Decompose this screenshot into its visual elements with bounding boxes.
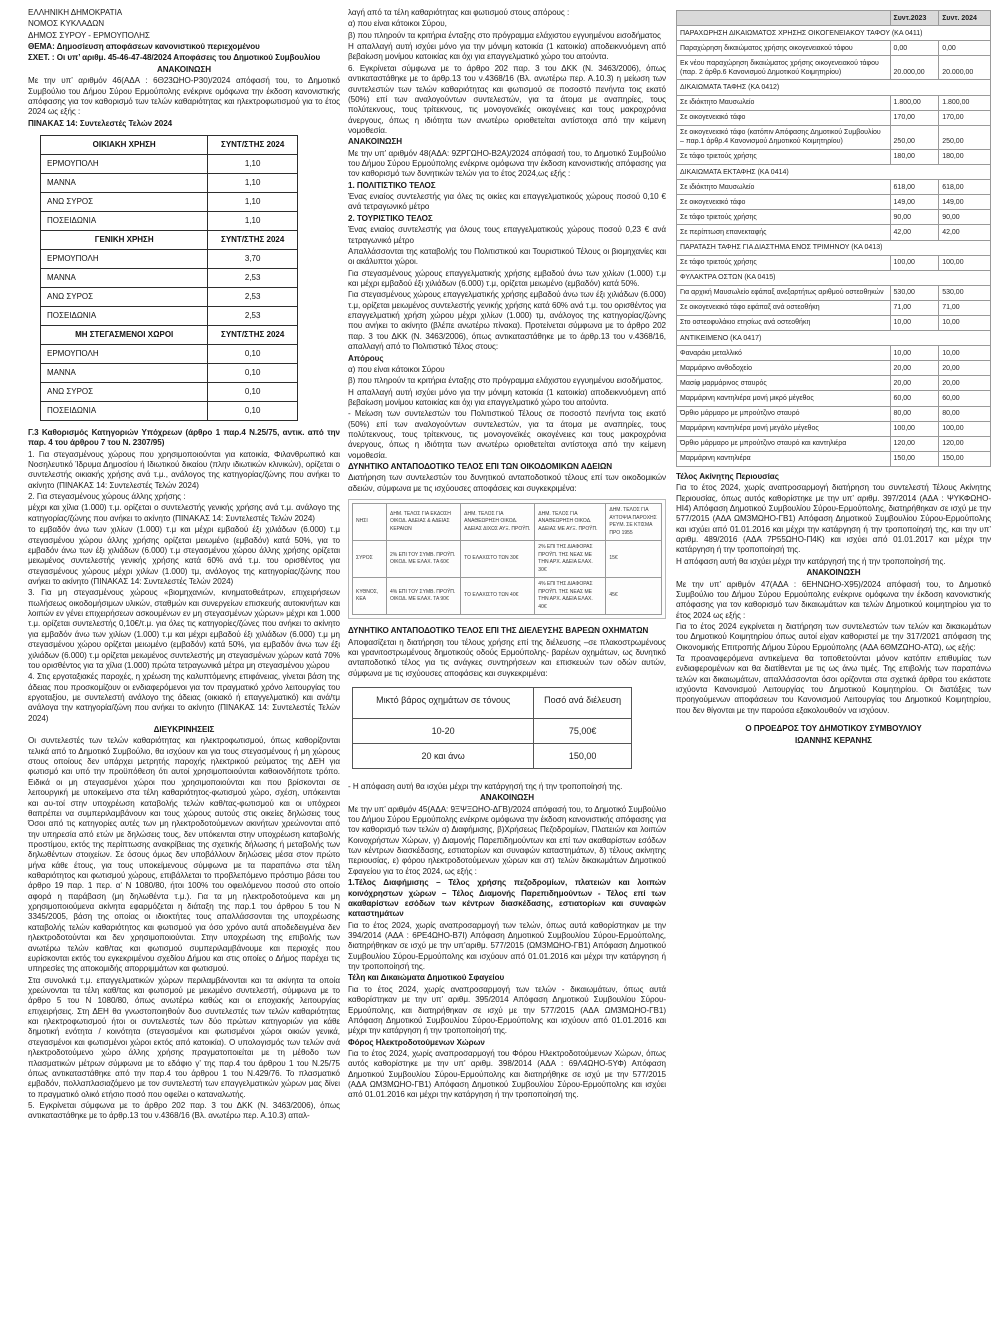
paragraph: 1.Τέλος Διαφήμισης – Τέλος χρήσης πεζοδρομίων, πλατειών και λοιπών κοινόχρηστων χώρων – Τέλος Διαμονής Παρεπιδημούντων - Τέλος επί των ακαθαρίστων εσόδων των κέντρων διασκέδασης, εστιατορίων και συναφών καταστημάτων — [348, 878, 666, 919]
table-cell: Σε οικογενειακό τάφο (κατόπιν Απόφασης Δημοτικού Συμβουλίου – παρ.1 άρθρ.4 Κανονισμού Δημοτικού Κοιμητηρίου) — [677, 125, 891, 149]
table-cell: 0,10 — [208, 401, 298, 420]
table-cell: 0,00 — [939, 41, 991, 56]
table-section-row — [677, 26, 991, 41]
table-cell: 20.000,00 — [939, 56, 991, 80]
table-cell: Μαρμάρινη καντηλιέρα μονή μεγάλο μέγεθος — [677, 421, 891, 436]
left-column — [28, 8, 340, 1123]
table-row — [353, 718, 632, 743]
table-cell: 170,00 — [890, 110, 939, 125]
paragraph: Η απόφαση αυτή θα ισχύει μέχρι την κατάργησή της ή την τροποποίησή της. — [676, 556, 946, 566]
paragraph: 3. Για μη στεγασμένους χώρους «βιομηχανιών, κινηματοθεάτρων, επιχειρήσεων πωλήσεως οικοδομήσιμων υλικών, σταθμών και συνεργείων επισκευής αυτοκινήτων και λοιπών εν γένει επιχειρήσεων ασκουμένων εν μη στεγασμένων χώρων» μέχρι και 1.000 τ.μ. ορίζεται συντελεστής 0,10€/τ.μ. για όλες τις κατηγορίες/ζώνες που ανήκει το ακίνητο για εμβαδόν άνω των χιλίων (1.000) τ.μ και μέχρι εμβαδού έξι χιλιάδων (6.000) τ.μ μη στεγασμένου χώρου ορίζεται μειωμένο (εμβαδόν) κατά 50%, για εμβαδόν άνω των έξι χιλιάδων (6.000) τ.μ ορίζεται μειωμένος συντελεστής μη στεγασμένων χώρων κατά 70% του ορισθέντος για τα χίλια (1.000) πρώτα τετραγωνικά μέτρα μη στεγασμένου χώρου — [28, 588, 340, 670]
table-cell: ΣΥΝΤ/ΣΤΗΣ 2024 — [208, 230, 298, 249]
table-cell: 1,10 — [208, 173, 298, 192]
table-cell: ΠΟΣΕΙΔΩΝΙΑ — [41, 401, 208, 420]
table-section-row — [677, 331, 991, 346]
paragraph: Η απαλλαγή αυτή ισχύει μόνο για την μόνιμη κατοικία (1 κατοικία) αποδεικνυόμενη από βεβαίωση μονίμου κατοικίας και όχι για επαγγελματικό χώρο του αιτούντα. — [348, 387, 666, 407]
table-cell: Μικτό βάρος οχημάτων σε τόνους — [353, 687, 534, 718]
table-cell: 3,70 — [208, 249, 298, 268]
table-cell: ΤΟ ΕΛΑΧΙΣΤΟ ΤΩΝ 30€ — [461, 541, 535, 578]
table-cell: 150,00 — [939, 451, 991, 466]
table-cell: 0,10 — [208, 382, 298, 401]
building-permit-table-frame — [348, 499, 666, 619]
paragraph: Με την υπ’ αριθμόν 48(ΑΔΑ: 9ΖΡΓΩΗΟ-Β2Α)/2024 απόφασή του, το Δημοτικό Συμβούλιο του Δήμου Σύρου Ερμούπολης ενέκρινε ομόφωνα την έκδοση κανονιστικής απόφασης για τον καθορισμό των δυνητικών τελών για το έτος 2024,ως εξής : — [348, 148, 666, 179]
paragraph: ΔΥΝΗΤΙΚΟ ΑΝΤΑΠΟΔΟΤΙΚΟ ΤΕΛΟΣ ΕΠΙ ΤΗΣ ΔΙΕΛΕΥΣΗΣ ΒΑΡΕΩΝ ΟΧΗΜΑΤΩΝ — [348, 626, 649, 636]
table-cell: Σε τάφο τριετούς χρήσης — [677, 210, 891, 225]
table-row — [677, 95, 991, 110]
table-row — [41, 401, 298, 420]
left-header-blocks — [28, 8, 340, 129]
cemetery-fees-table — [676, 10, 991, 467]
table-cell: 150,00 — [890, 451, 939, 466]
table-cell: 2,53 — [208, 306, 298, 325]
section-cell: ΔΙΚΑΙΩΜΑΤΑ ΕΚΤΑΦΗΣ (ΚΑ 0414) — [677, 165, 991, 180]
table-cell: 80,00 — [939, 406, 991, 421]
table-cell: Σε οικογενειακό τάφο — [677, 195, 891, 210]
table-row — [41, 211, 298, 230]
table-row — [677, 110, 991, 125]
paragraph: α) που είναι κάτοικοι Σύρου — [348, 364, 445, 374]
table-cell: 10,00 — [939, 315, 991, 330]
table-cell: 20,00 — [939, 361, 991, 376]
paragraph: β) που πληρούν τα κριτήρια ένταξης στο πρόγραμμα ελάχιστου εγγυημένου εισοδήματος. — [348, 376, 664, 386]
table-cell: ΔΗΜ. ΤΕΛΟΣ ΓΙΑ ΕΚΔΟΣΗ ΟΙΚΟΔ. ΑΔΕΙΑΣ & ΑΔΕΙΑΣ ΚΕΡΑΙΩΝ — [386, 504, 460, 541]
table-row — [677, 346, 991, 361]
paragraph: Τέλος Ακίνητης Περιουσίας — [676, 471, 779, 481]
table-cell: ΔΗΜ. ΤΕΛΟΣ ΓΙΑ ΑΝΑΘΕΩΡΗΣΗ ΟΙΚΟΔ. ΑΔΕΙΑΣ ΔΙΧΩΣ ΑΥΞ. ΠΡΟΫΠ. — [461, 504, 535, 541]
paragraph: ΑΝΑΚΟΙΝΩΣΗ — [156, 64, 212, 74]
table-cell: ΤΟ ΕΛΑΧΙΣΤΟ ΤΩΝ 40€ — [461, 578, 535, 615]
table-cell: 2,53 — [208, 287, 298, 306]
table-cell: 1,10 — [208, 211, 298, 230]
table-cell: 100,00 — [939, 255, 991, 270]
middle-blocks-3 — [348, 782, 666, 1101]
paragraph: 1. ΠΟΛΙΤΙΣΤΙΚΟ ΤΕΛΟΣ — [348, 180, 436, 190]
middle-blocks-1 — [348, 8, 666, 494]
paragraph: Στα συνολικά τ.μ. επαγγελματικών χώρων περιλαμβάνονται και τα ακίνητα τα οποία χρεώνονται τα τέλη καθ/τας και φωτισμού με μειωμένο συντελεστή, σύμφωνα με το άρθρο 5 του Ν 1080/80, όπως ανωτέρω καθώς και οι εποχιακής λειτουργίας επιχειρήσεις. Στη ΔΕΗ θα γνωστοποιηθούν δυο συντελεστές των τελών καθαριότητας και ηλεκτροφωτισμού ήτοι οι συντελεστές των δύο πρώτων κατηγοριών για κάθε δημοτική ενότητα / κοινότητα (στεγασμένοι και φωτισμένοι χώροι οικιών γενικά, στεγασμένοι και φωτισμένοι χώροι εκτός από κατοικία). Ο υπολογισμός των τελών ανά ηλεκτροδοτούμενο χώρο άλλης χρήσης πραγματοποιείται με τη μέθοδο των πλασματικών μέτρων σύμφωνα με το εδάφιο γ’ της παρ.4 του άρθρου 1 του Ν.25/75 όπως αντικαταστάθηκε από την παρ.4 του άρθρου 1 του Ν.429/76. Το πλασματικό εμβαδόν, πολλαπλασιαζόμενο με τον συντελεστή των επαγγελματικών χώρων μας δίνει το πραγματικό ολικό ετήσιο ποσό που οφείλει ο καταναλωτής. — [28, 975, 340, 1099]
table-cell: Για αρχική Μαυσωλείο εφάπαξ ανεξαρτήτως αριθμού οστεοθηκών — [677, 285, 891, 300]
table-cell: 2% ΕΠΙ ΤΗΣ ΔΙΑΦΟΡΑΣ ΠΡΟΫΠ. ΤΗΣ ΝΕΑΣ ΜΕ ΤΗΝ ΑΡΧ. ΑΔΕΙΑ ΕΛΑΧ. 30€ — [535, 541, 606, 578]
table-cell: ΕΡΜΟΥΠΟΛΗ — [41, 249, 208, 268]
right-column — [676, 8, 991, 747]
table-cell: 80,00 — [890, 406, 939, 421]
table-cell: Σε περίπτωση επανεκταφής — [677, 225, 891, 240]
table-row — [677, 436, 991, 451]
paragraph: ΑΝΑΚΟΙΝΩΣΗ — [806, 568, 861, 578]
table-cell: ΑΝΩ ΣΥΡΟΣ — [41, 192, 208, 211]
paragraph: 2. ΤΟΥΡΙΣΤΙΚΟ ΤΕΛΟΣ — [348, 213, 433, 223]
table-cell: 0,10 — [208, 363, 298, 382]
section-cell: ΠΑΡΑΧΩΡΗΣΗ ΔΙΚΑΙΩΜΑΤΟΣ ΧΡΗΣΗΣ ΟΙΚΟΓΕΝΕΙΑΚΟΥ ΤΑΦΟΥ (ΚΑ 0411) — [677, 26, 991, 41]
table-cell: 618,00 — [890, 180, 939, 195]
table-row — [41, 154, 298, 173]
table-cell: 250,00 — [890, 125, 939, 149]
table-section-row — [677, 270, 991, 285]
paragraph: Για το έτος 2024, χωρίς αναπροσαρμογή του Φόρου Ηλεκτροδοτούμενων Χώρων, όπως αυτός καθορίστηκε με την υπ’ αριθμ. 398/2014 (ΑΔΑ : 69Λ4ΩΗΟ-5ΥΦ) Απόφαση Δημοτικού Συμβουλίου Σύρου-Ερμούπολης και διατηρήθηκε σε ισχύ με την 577/2015 (ΑΔΑ ΩΜ3ΜΩΗΟ-ΓΒ1) Απόφαση Δημοτικού Συμβουλίου Σύρου-Ερμούπολης και ισχύει από 01.01.2016 και μέχρι την κατάργηση ή την τροποποίησή της. — [348, 1048, 666, 1100]
table-row — [677, 300, 991, 315]
paragraph: Τα προαναφερόμενα αντικείμενα θα τοποθετούνται μόνον κατόπιν επιθυμίας των ενδιαφερομένων και θα διατίθενται με τις ως άνω τιμές. Της επιβολής των παραπάνω τελών και δικαιωμάτων, απαλλάσσονται όσοι ορίζονται στα σχετικά άρθρα του εκάστοτε ισχύοντα Κανονισμού Λειτουργίας του Δημοτικού Κοιμητηρίου. Οι διατάξεις των προηγούμενων αποφάσεων του Κανονισμού Λειτουργίας του Δημοτικού Κοιμητηρίου, που δεν θίγονται με την παρούσα εξακολουθούν να ισχύουν. — [676, 654, 991, 715]
table-row — [677, 11, 991, 26]
table-row — [677, 315, 991, 330]
table-row — [677, 125, 991, 149]
table-cell: ΚΥΘΝΟΣ, ΚΕΑ — [353, 578, 387, 615]
table-row — [677, 255, 991, 270]
paragraph: ΔΥΝΗΤΙΚΟ ΑΝΤΑΠΟΔΟΤΙΚΟ ΤΕΛΟΣ ΕΠΙ ΤΩΝ ΟΙΚΟΔΟΜΙΚΩΝ ΑΔΕΙΩΝ — [348, 462, 613, 472]
table-row — [677, 180, 991, 195]
building-permit-fees-table — [352, 503, 662, 615]
table-row — [41, 192, 298, 211]
table-cell: ΜΑΝΝΑ — [41, 363, 208, 382]
table-row — [41, 344, 298, 363]
table-cell: 71,00 — [939, 300, 991, 315]
table-row — [677, 376, 991, 391]
table-cell: ΣΥΝΤ/ΣΤΗΣ 2024 — [208, 135, 298, 154]
table-cell: ΔΗΜ. ΤΕΛΟΣ ΓΙΑ ΑΥΤΟΨΙΑ ΠΑΡΟΧΗΣ ΡΕΥΜ. ΣΕ ΚΤΙΣΜΑ ΠΡΟ 1955 — [606, 504, 662, 541]
table-row — [41, 325, 298, 344]
table-row — [677, 406, 991, 421]
paragraph: β) που πληρούν τα κριτήρια ένταξης στο πρόγραμμα ελάχιστου εγγυημένου εισοδήματος — [348, 30, 661, 40]
paragraph: Διατήρηση των συντελεστών του δυνητικού ανταποδοτικού τέλους επί των οικοδομικών αδειών, σύμφωνα με τις ισχύουσες αποφάσεις και συγκεκριμένα: — [348, 473, 666, 493]
table-cell: 100,00 — [890, 421, 939, 436]
table-cell: 100,00 — [939, 421, 991, 436]
table-row — [353, 578, 662, 615]
paragraph: α) που είναι κάτοικοι Σύρου, — [348, 19, 447, 29]
table-row — [353, 541, 662, 578]
paragraph: 6. Εγκρίνεται σύμφωνα με το άρθρο 202 παρ. 3 του ΔΚΚ (Ν. 3463/2006), όπως αντικαταστάθηκε με το άρθρ.13 του ν.4368/16 (Βλ. ανωτέρω περ. Α.10.3) η μείωση των συντελεστών των τελών καθαριότητας και φωτισμού σε ποσοστό πενήντα τοις εκατό (50%) επί των αναλογούντων συντελεστών, για τα άτομα με αναπηρίες, τους πολύτεκνους, τους τρίτεκνους, τις μονογονεϊκές οικογένειες και τους μακροχρόνια άνεργους, όπως η ιδιότητα των ανωτέρω οριοθετείται αντίστοιχα από την κείμενη νομοθεσία. — [348, 63, 666, 135]
table-row — [41, 135, 298, 154]
paragraph: Με την υπ’ αριθμόν 47(ΑΔΑ : 6ΕΗΝΩΗΟ-Χ95)/2024 απόφασή του, το Δημοτικό Συμβούλιο του Δήμου Σύρου Ερμούπολης ενέκρινε ομόφωνα την έκδοση κανονιστικής απόφασης για τον καθορισμό των δικαιωμάτων και τελών Δημοτικού κοιμητηρίου για το έτος 2024 ως εξής : — [676, 579, 991, 620]
paragraph: Για το έτος 2024, χωρίς αναπροσαρμογή των τελών, όπως αυτά καθορίστηκαν με την 394/2014 (ΑΔΑ : 6ΡΕ4ΩΗΟ-Β7Ι) Απόφαση Δημοτικού Συμβουλίου Σύρου-Ερμούπολης, διατηρήθηκαν σε ισχύ με την υπ’αριθμ. 577/2015 (ΩΜ3ΜΩΗΟ-ΓΒ1) Απόφαση Δημοτικού Συμβουλίου Σύρου-Ερμούπολης και ισχύουν από 01.01.2016 και μέχρι την κατάργηση ή την τροποποίησή της. — [348, 920, 666, 972]
paragraph: Για στεγασμένους χώρους επαγγελματικής χρήσης εμβαδού άνω των έξι χιλιάδων (6.000) τ.μ, ορίζεται μειωμένος συντελεστής γενικής χρήσης κατά 60% ανά τ.μ. του ορισθέντος για επαγγελματική χρήση χώρου μέχρι χιλίων (1.000) τμ, ανάλογος της κατηγορίας/ζώνης που ανήκει το ακίνητο (βλέπε ανωτέρω πίνακα). Προτείνεται σύμφωνα με το άρθρο 202 παρ. 3 του ΔΚΚ (Ν. 3463/2006), όπως αντικαταστάθηκε με το άρθρ.13 του ν.4368/16, απαλλαγή από το Πολιτιστικό Τέλος στους: — [348, 290, 666, 352]
table-cell: ΜΑΝΝΑ — [41, 173, 208, 192]
table-cell: Σε ιδιόκτητο Μαυσωλείο — [677, 95, 891, 110]
table-cell: Συντ. 2024 — [939, 11, 991, 26]
table-row — [353, 687, 632, 718]
paragraph: ΕΛΛΗΝΙΚΗ ΔΗΜΟΚΡΑΤΙΑ — [28, 8, 123, 17]
table-cell: 45€ — [606, 578, 662, 615]
table-cell: 10-20 — [353, 718, 534, 743]
paragraph: Για το έτος 2024, χωρίς αναπροσαρμογή διατήρηση του συντελεστή Τέλους Ακίνητης Περιουσίας, όπως αυτός καθορίστηκε με την υπ’ αριθμ. 397/2014 (ΑΔΑ : ΨΥΚΦΩΗΟ-ΗΙ4) Απόφαση Δημοτικού Συμβουλίου Σύρου-Ερμούπολης, διατηρήθηκαν σε ισχύ με την 577/2015 (ΑΔΑ ΩΜ3ΜΩΗΟ-ΓΒ1) Απόφαση Δημοτικού Συμβουλίου Σύρου-Ερμούπολης και ισχύει από 01.01.2016 και μέχρι την κατάργηση ή την τροποποίησή της, και την υπ’ αριθμ. 489/2016 (ΑΔΑ 7Ρ55ΩΗΟ-Π4Κ) και ισχύει από 01.01.2017 και μέχρι την κατάργηση ή την τροποποίησή της. — [676, 483, 991, 555]
table-cell: ΜΑΝΝΑ — [41, 268, 208, 287]
table-cell: 10,00 — [890, 315, 939, 330]
paragraph: ΔΗΜΟΣ ΣΥΡΟΥ - ΕΡΜΟΥΠΟΛΗΣ — [28, 30, 150, 40]
middle-blocks-2 — [348, 626, 666, 679]
paragraph: 5. Εγκρίνεται σύμφωνα με το άρθρο 202 παρ. 3 του ΔΚΚ (Ν. 3463/2006), όπως αντικαταστάθηκε με το άρθρ.13 του ν.4368/16 (Βλ. ανωτέρω περ. Α.10.3) απαλ- — [28, 1100, 340, 1121]
paragraph: ΔΙΕΥΚΡΙΝΗΣΕΙΣ — [153, 725, 215, 735]
table-cell: Στο οστεοφυλάκιο ετησίως ανά οστεοθήκη — [677, 315, 891, 330]
table-cell: 20,00 — [890, 361, 939, 376]
table-row — [41, 249, 298, 268]
table-section-row — [677, 240, 991, 255]
table-cell: Παραχώρηση δικαιώματος χρήσης οικογενειακού τάφου — [677, 41, 891, 56]
table-cell: Σε τάφο τριετούς χρήσης — [677, 149, 891, 164]
table-cell: ΜΗ ΣΤΕΓΑΣΜΕΝΟΙ ΧΩΡΟΙ — [41, 325, 208, 344]
table-section-row — [677, 80, 991, 95]
section-cell: ΠΑΡΑΤΑΣΗ ΤΑΦΗΣ ΓΙΑ ΔΙΑΣΤΗΜΑ ΕΝΟΣ ΤΡΙΜΗΝΟΥ (ΚΑ 0413) — [677, 240, 991, 255]
table-cell: ΠΟΣΕΙΔΩΝΙΑ — [41, 306, 208, 325]
table-cell: 20.000,00 — [890, 56, 939, 80]
table-row — [677, 285, 991, 300]
table-cell: Μαρμάρινο ανθοδοχείο — [677, 361, 891, 376]
table-cell: 149,00 — [939, 195, 991, 210]
paragraph: ΑΝΑΚΟΙΝΩΣΗ — [479, 793, 535, 803]
table-cell: ΔΗΜ. ΤΕΛΟΣ ΓΙΑ ΑΝΑΘΕΩΡΗΣΗ ΟΙΚΟΔ. ΑΔΕΙΑΣ ΜΕ ΑΥΞ. ΠΡΟΫΠ. — [535, 504, 606, 541]
table-row — [677, 210, 991, 225]
table-cell: 180,00 — [890, 149, 939, 164]
table-row — [677, 195, 991, 210]
paragraph: Για το έτος 2024, χωρίς αναπροσαρμογή των τελών - δικαιωμάτων, όπως αυτά καθορίστηκαν με την υπ’ αριθμ. 395/2014 Απόφαση Δημοτικού Συμβουλίου Σύρου-Ερμούπολης, και διατηρήθηκαν σε ισχύ με την 577/2015 (ΑΔΑ ΩΜ3ΜΩΗΟ-ΓΒ1) Απόφαση Δημοτικού Συμβουλίου Σύρου-Ερμούπολης και ισχύουν από 01.01.2016 και μέχρι την κατάργηση ή την τροποποίησή της. — [348, 984, 666, 1036]
table-row — [677, 225, 991, 240]
table-cell: 90,00 — [890, 210, 939, 225]
paragraph: - Η απόφαση αυτή θα ισχύει μέχρι την κατάργησή της ή την τροποποίησή της. — [348, 781, 623, 791]
table-cell: ΝΗΣΙ — [353, 504, 387, 541]
paragraph: Ένας ενιαίος συντελεστής για όλες τις οικίες και επαγγελματικούς χώρους ποσού 0,10 € ανά τετραγωνικό μέτρο — [348, 192, 666, 212]
middle-column — [348, 8, 666, 1102]
paragraph: Γ.3 Καθορισμός Κατηγοριών Υπόχρεων (άρθρο 1 παρ.4 Ν.25/75, αντικ. από την παρ. 4 του άρθρου 7 του Ν. 2307/95) — [28, 427, 340, 448]
table-cell: 100,00 — [890, 255, 939, 270]
table-cell: Μασίφ μαρμάρινος σταυρός — [677, 376, 891, 391]
table-cell: 4% ΕΠΙ ΤΗΣ ΔΙΑΦΟΡΑΣ ΠΡΟΫΠ. ΤΗΣ ΝΕΑΣ ΜΕ ΤΗΝ ΑΡΧ. ΑΔΕΙΑ ΕΛΑΧ. 40€ — [535, 578, 606, 615]
left-body-blocks — [28, 428, 340, 1122]
table-cell: ΓΕΝΙΚΗ ΧΡΗΣΗ — [41, 230, 208, 249]
table-cell: Ποσό ανά διέλευση — [534, 687, 632, 718]
section-cell: ΔΙΚΑΙΩΜΑΤΑ ΤΑΦΗΣ (ΚΑ 0412) — [677, 80, 991, 95]
table-cell: ΕΡΜΟΥΠΟΛΗ — [41, 154, 208, 173]
table-cell: Σε οικογενειακό τάφο εφάπαξ ανά οστεοθήκη — [677, 300, 891, 315]
table-cell: 0,10 — [208, 344, 298, 363]
paragraph: 4. Στις εργοταξιακές παροχές, η χρέωση της καλυπτόμενης επιφάνειας, γίνεται βάση της άδειας που προσκομίζουν οι ενδιαφερόμενοι για τον πραγματικό χρόνο λειτουργίας του εργοταξίου, με συντελεστή ανάλογο της άδειας (οικιακό ή επαγγελματικό) και ανά/τμ ανάλογα την κατηγορία/ζώνη που ανήκει το ακίνητο (ΠΙΝΑΚΑΣ 14: Συντελεστές Τελών 2024) — [28, 672, 340, 723]
table-cell: 20,00 — [890, 376, 939, 391]
table-cell: Σε ιδιόκτητο Μαυσωλείο — [677, 180, 891, 195]
table-cell: Όρθιο μάρμαρο με μπρούτζινο σταυρό — [677, 406, 891, 421]
table-cell: 42,00 — [890, 225, 939, 240]
table-cell: 120,00 — [939, 436, 991, 451]
table-cell: Συντ.2023 — [890, 11, 939, 26]
table-row — [677, 41, 991, 56]
table-cell: 4% ΕΠΙ ΤΟΥ ΣΥΜΒ. ΠΡΟΫΠ. ΟΙΚΟΔ. ΜΕ ΕΛΑΧ. ΤΑ 90€ — [386, 578, 460, 615]
paragraph: 2. Για στεγασμένους χώρους άλλης χρήσης : — [28, 492, 186, 502]
paragraph: Απόρους — [348, 353, 384, 363]
table-cell: 1,10 — [208, 192, 298, 211]
paragraph: λαγή από τα τέλη καθαριότητας και φωτισμού στους απόρους : — [348, 8, 570, 17]
paragraph: Με την υπ’ αριθμόν 45(ΑΔΑ: 9ΞΨΞΩΗΟ-ΔΓΒ)/2024 απόφασή του, το Δημοτικό Συμβούλιο του Δήμου Σύρου Ερμούπολης ενέκρινε ομόφωνα την έκδοση κανονιστικής απόφασης για τον καθορισμό των τελών α) Διαφήμισης, β)Χρήσεως Πεζοδρομίων, Πλατειών και λοιπών Κοινοχρήστων Χώρων, γ) Διαμονής Παρεπιδημούντων και επί των ακαθαρίστων εσόδων των κέντρων διασκέδασης, εστιατορίων και συναφών καταστημάτων, δ) τέλους ακίνητης περιουσίας, ε) φόρου ηλεκτροδοτούμενων χώρων και στ) τελών δικαιωμάτων Δημοτικού Σφαγείου για το έτος 2024, ως εξής : — [348, 804, 666, 876]
table-cell: ΑΝΩ ΣΥΡΟΣ — [41, 382, 208, 401]
paragraph: ΑΝΑΚΟΙΝΩΣΗ — [348, 137, 403, 147]
table-cell: 618,00 — [939, 180, 991, 195]
table-row — [41, 287, 298, 306]
table-row — [677, 451, 991, 466]
paragraph: Για το έτος 2024 εγκρίνεται η διατήρηση των συντελεστών των τελών και δικαιωμάτων του Δημοτικού Κοιμητηρίου όπως αυτοί είχαν καθοριστεί με την 317/2021 απόφαση της Οικονομικής Επιτροπής Δήμου Σύρου Ερμούπολης (ΑΔΑ 6ΘΜΖΩΗΟ-ΑΤΩ), ως εξής: — [676, 621, 991, 652]
paragraph: ΠΙΝΑΚΑΣ 14: Συντελεστές Τελών 2024 — [28, 118, 173, 128]
table-cell: Σε οικογενειακό τάφο — [677, 110, 891, 125]
table-cell: 250,00 — [939, 125, 991, 149]
table-row — [41, 306, 298, 325]
table-cell: 71,00 — [890, 300, 939, 315]
paragraph: ΘΕΜΑ: Δημοσίευση αποφάσεων κανονιστικού περιεχομένου — [28, 42, 260, 52]
table-cell: 530,00 — [939, 285, 991, 300]
table-section-row — [677, 165, 991, 180]
table-cell: 1,10 — [208, 154, 298, 173]
table-cell: ΠΟΣΕΙΔΩΝΙΑ — [41, 211, 208, 230]
table-cell: 15€ — [606, 541, 662, 578]
paragraph: ΝΟΜΟΣ ΚΥΚΛΑΔΩΝ — [28, 19, 105, 29]
section-cell: ΑΝΤΙΚΕΙΜΕΝΟ (ΚΑ 0417) — [677, 331, 991, 346]
paragraph: 1. Για στεγασμένους χώρους που χρησιμοποιούνται για κατοικία, Φιλανθρωπικό και Νοσηλευτικό Ίδρυμα Δημοσίου ή Ιδιωτικού δικαίου (πλην ιδιωτικών κλινικών), ορίζεται ο συντελεστής οικιακής χρήσης ανά τ.μ., ανάλογος της κατηγορίας/ζώνης που ανήκει το ακίνητο (ΠΙΝΑΚΑΣ 14: Συντελεστές Τελών 2024) — [28, 449, 340, 490]
table-cell: 2,53 — [208, 268, 298, 287]
paragraph: ΙΩΑΝΝΗΣ ΚΕΡΑΝΗΣ — [795, 735, 872, 745]
table-row — [677, 361, 991, 376]
table-cell: ΣΥΝΤ/ΣΤΗΣ 2024 — [208, 325, 298, 344]
table-cell: ΑΝΩ ΣΥΡΟΣ — [41, 287, 208, 306]
table-row — [353, 504, 662, 541]
table-cell: 42,00 — [939, 225, 991, 240]
table-row — [677, 56, 991, 80]
table-row — [677, 149, 991, 164]
table-cell: 20 και άνω — [353, 743, 534, 768]
table-cell: 10,00 — [890, 346, 939, 361]
table-cell: 60,00 — [939, 391, 991, 406]
table-cell: 75,00€ — [534, 718, 632, 743]
table-cell: 1.800,00 — [890, 95, 939, 110]
table-row — [41, 173, 298, 192]
paragraph: Απαλλάσσονται της καταβολής του Πολιτιστικού και Τουριστικού Τέλους οι βιομηχανίες και οι ακάλυπτοι χώροι. — [348, 246, 666, 267]
table-cell: 149,00 — [890, 195, 939, 210]
fees-coefficients-table — [40, 135, 298, 421]
table-cell: 0,00 — [890, 41, 939, 56]
table-cell: 150,00 — [534, 743, 632, 768]
paragraph: Φόρος Ηλεκτροδοτούμενων Χώρων — [348, 1037, 485, 1047]
table-cell: ΟΙΚΙΑΚΗ ΧΡΗΣΗ — [41, 135, 208, 154]
table-cell: 20,00 — [939, 376, 991, 391]
table-row — [677, 391, 991, 406]
table-cell: 90,00 — [939, 210, 991, 225]
table-cell: ΕΡΜΟΥΠΟΛΗ — [41, 344, 208, 363]
paragraph: Ένας ενιαίος συντελεστής για όλους τους επαγγελματικούς χώρους ποσού 0,23 € ανά τετραγωνικό μέτρο — [348, 225, 666, 245]
table-cell: Εκ νέου παραχώρηση δικαιώματος χρήσης οικογενειακού τάφου (παρ. 2 άρθρ.6 Κανονισμού Δημοτικού Κοιμητηρίου) — [677, 56, 891, 80]
paragraph: Με την υπ’ αριθμόν 46(ΑΔΑ : 6Θ23ΩΗΟ-Ρ30)/2024 απόφασή του, το Δημοτικό Συμβούλιο του Δήμου Σύρου Ερμούπολης ενέκρινε ομόφωνα την έκδοση κανονιστικής απόφασης για τον καθορισμό των τελών καθαριότητας και ηλεκτροφωτισμού για το έτος 2024 ως εξής : — [28, 76, 340, 117]
table-cell: Σε τάφο τριετούς χρήσης — [677, 255, 891, 270]
paragraph: το εμβαδόν άνω των χιλίων (1.000) τ.μ και μέχρι εμβαδού έξι χιλιάδων (6.000) τ.μ στεγασμένου χώρου άλλης χρήσης ορίζεται μειωμένο (εμβαδόν) κατά 50%, για το εμβαδόν άνω των έξι χιλιάδων (6.000) τ.μ στεγασμένου χώρου άλλης χρήσης ορίζεται μειωμένος συντελεστής γενικής χρήσης κατά 60% ανά τ.μ. του ορισθέντος για στεγασμένους χώρους μέχρι χιλίων (1.000) τμ, ανάλογος της κατηγορίας/ζώνης που ανήκει το ακίνητο (ΠΙΝΑΚΑΣ 14: Συντελεστές Τελών 2024) — [28, 525, 340, 586]
table-row — [41, 230, 298, 249]
table-row — [353, 743, 632, 768]
paragraph: Για στεγασμένους χώρους επαγγελματικής χρήσης εμβαδού άνω των χιλίων (1.000) τ.μ και μέχρι εμβαδού έξι χιλιάδων (6.000) τ.μ, ορίζεται μειωμένο (εμβαδόν) κατά 50%. — [348, 268, 666, 288]
table-cell: 10,00 — [939, 346, 991, 361]
table-row — [41, 382, 298, 401]
heavy-vehicles-toll-table — [352, 687, 632, 769]
table-cell: 2% ΕΠΙ ΤΟΥ ΣΥΜΒ. ΠΡΟΫΠ. ΟΙΚΟΔ. ΜΕ ΕΛΑΧ. ΤΑ 60€ — [386, 541, 460, 578]
table-cell: ΣΥΡΟΣ — [353, 541, 387, 578]
paragraph: Ο ΠΡΟΕΔΡΟΣ ΤΟΥ ΔΗΜΟΤΙΚΟΥ ΣΥΜΒΟΥΛΙΟΥ — [745, 724, 922, 734]
table-cell: 60,00 — [890, 391, 939, 406]
table-cell: Όρθιο μάρμαρο με μπρούτζινο σταυρό και καντηλιέρα — [677, 436, 891, 451]
table-cell: 170,00 — [939, 110, 991, 125]
paragraph: Τέλη και Δικαιώματα Δημοτικού Σφαγείου — [348, 973, 505, 983]
paragraph: Η απαλλαγή αυτή ισχύει μόνο για την μόνιμη κατοικία (1 κατοικία) αποδεικνυόμενη από βεβαίωση μονίμου κατοικίας και όχι για επαγγελματικό χώρο του αιτούντα. — [348, 42, 666, 62]
table-cell: 1.800,00 — [939, 95, 991, 110]
table-cell: 530,00 — [890, 285, 939, 300]
table-cell: Μαρμάρινη καντηλιέρα μονή μικρό μέγεθος — [677, 391, 891, 406]
right-body-blocks — [676, 472, 991, 746]
table-cell — [677, 11, 891, 26]
table-cell: Φαναράκι μεταλλικό — [677, 346, 891, 361]
paragraph: μέχρι και χίλια (1.000) τ.μ. ορίζεται ο συντελεστής γενικής χρήσης ανά τ.μ. ανάλογο της κατηγορίας/ζώνης που ανήκει το ακίνητο (ΠΙΝΑΚΑΣ 14: Συντελεστές Τελών 2024) — [28, 503, 340, 523]
table-cell: Μαρμάρινη καντηλιέρα — [677, 451, 891, 466]
table-row — [41, 363, 298, 382]
table-row — [41, 268, 298, 287]
table-row — [677, 421, 991, 436]
paragraph: Αποφασίζεται η διατήρηση του τέλους χρήσης επί της διέλευσης –σε πλακοστρωμένους και γρανιτοστρωμένους δημοτικούς οδούς Ερμούπολης- βαρέων οχημάτων, ως δυνητικό ανταποδοτικό τέλος για τις ανάγκες συντηρήσεων και επισκευών των οδών αυτών, σύμφωνα με τις ισχύουσες αποφάσεις και συγκεκριμένα: — [348, 637, 666, 678]
paragraph: Οι συντελεστές των τελών καθαριότητας και ηλεκτροφωτισμού, όπως καθορίζονται τελικά από το Δημοτικό Συμβούλιο, θα ισχύουν και για τους στεγασμένους ή μη χώρους στους οποίους δεν υπάρχει μετρητής παροχής ηλεκτρικού ρεύματος της ΔΕΗ για φωτισμό και υπό την προϋπόθεση ότι αυτοί χρησιμοποιούνται καθοιονδήποτε τρόπο. Ειδικά οι μη στεγασμένοι χώροι που χρησιμοποιούνται και που βρίσκονται σε λειτουργική με υποκείμενο στα τέλη καθαριότητος-φωτισμού χώρο, σχέση, υπόκεινται και αυ-τοί στην υποχρέωση καταβολής τελών καθ/τας-φωτισμού και οι υπόχρεοι θαπρέπει να συμπεριλαμβάνουν και τους χώρους αυτούς στις οικείες δηλώσεις τους Όσοι από τις κατηγορίες αυτές των μη ηλεκτροδοτούμενων ακινήτων χρεώνονται από την υπηρεσία από ετών με δηλώσεις τους, δεν υπόκεινται στην υποχρέωση καταβολής προστίμου, εκτός της περίπτωσης ανακρίβειας της σχετικής δήλωσης ή μεταβολής των δηλωθέντων στοιχείων. Σε όσους όμως δεν υποβάλλουν δηλώσεις μέσα στον πρώτο μήνα κάθε έτους, για τους υποκείμενους σύμφωνα με τα παραπάνω στα τέλη καθαριότητος και φωτισμού χώρους, επιβάλλεται το προβλεπόμενο πρόστιμο βάσει του άρθρο 19 παρ. 1 περ. α’ Ν 1080/80, ήτοι 100% του οφειλόμενου ποσού στο οποίο αφορά η παράβαση (μη δηλωθέντα τ.μ.). Για τα μη ηλεκτροδοτούμενα και μη χρησιμοποιούμενα ακίνητα εφαρμόζεται η διάταξη της παρ.1 του άρθρου 5 του Ν 3345/2005, βάση της οποίας οι ιδιοκτήτες τους απαλλάσσονται της υποχρέωσης καταβολής τελών καθαριότητος και φωτισμού για όσο χρόνο αυτά αποδεδειγμένα δεν ηλεκτροδοτούνται και δεν χρησιμοποιούνται. Στην υποχρέωση της επιβολής των ανωτέρω τελών καθ/τας και φωτισμού συμπεριλαμβάνουμε και περιοχές που ευρίσκονται εκτός του εγκεκριμένου σχεδίου Δήμου και στις οποίες ο Δήμος παρέχει τις υπηρεσίες της αποκομιδής απορριμμάτων και φωτισμού. — [28, 736, 340, 974]
table-cell: 120,00 — [890, 436, 939, 451]
section-cell: ΦΥΛΑΚΤΡΑ ΟΣΤΩΝ (ΚΑ 0415) — [677, 270, 991, 285]
paragraph: ΣΧΕΤ. : Οι υπ’ αριθμ. 45-46-47-48/2024 Αποφάσεις του Δημοτικού Συμβουλίου — [28, 53, 321, 63]
table-cell: 180,00 — [939, 149, 991, 164]
paragraph: - Μείωση των συντελεστών του Πολιτιστικού Τέλους σε ποσοστό πενήντα τοις εκατό (50%) επί των αναλογούντων συντελεστών, για τα άτομα με αναπηρίες, τους πολύτεκνους, τους τρίτεκνους, τις μονογονεϊκές οικογένειες και τους μακροχρόνια άνεργους, όπως η ιδιότητα των ανωτέρω οριοθετείται αντίστοιχα από την κείμενη νομοθεσία. — [348, 409, 666, 460]
